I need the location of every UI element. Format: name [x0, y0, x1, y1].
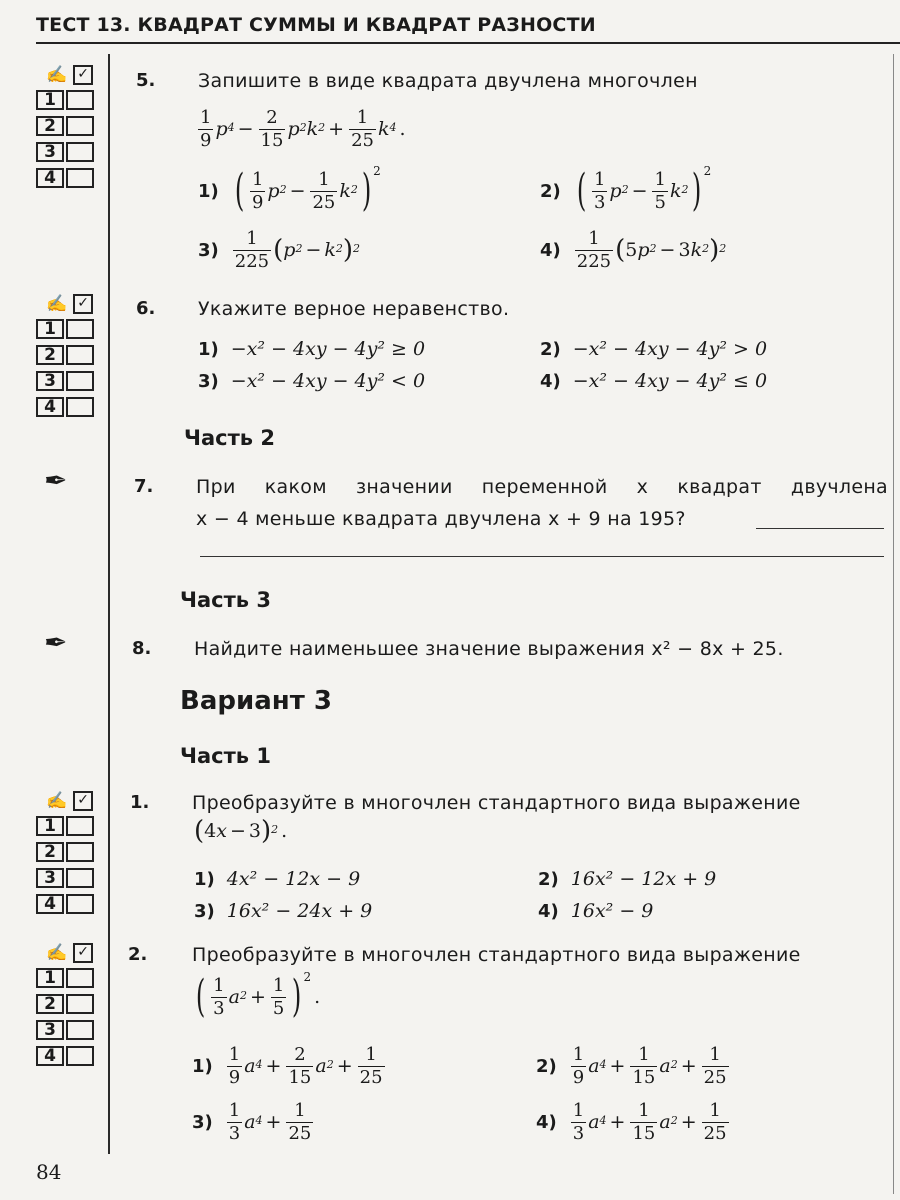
question-number: 7. [134, 476, 154, 497]
option-label: 4) [540, 370, 561, 392]
answer-checkbox[interactable] [66, 816, 94, 836]
right-border [893, 54, 894, 1194]
option-number-box: 2 [36, 994, 64, 1014]
fountain-pen-icon: ✒ [44, 464, 68, 497]
answer-line[interactable] [756, 528, 884, 529]
option-q6-2[interactable] [540, 338, 767, 360]
option-expression: 16x² − 9 [570, 900, 654, 922]
question-text: x − 4 меньше квадрата двучлена x + 9 на 195? [196, 508, 686, 530]
option-expression: 4x² − 12x − 9 [226, 868, 361, 890]
answer-checkbox[interactable] [66, 345, 94, 365]
option-number-box: 3 [36, 142, 64, 162]
option-v3q1-4[interactable] [538, 900, 653, 922]
option-label: 4) [538, 900, 559, 922]
pencil-icon: ✍ [46, 65, 68, 85]
pencil-icon: ✍ [46, 943, 68, 963]
option-v3q2-3[interactable]: 3) $\frac{1}{3}$ a $^4$ + $\frac{1}{25}$ [192, 1099, 312, 1144]
option-number-box: 1 [36, 90, 64, 110]
section-heading: Часть 2 [184, 426, 275, 450]
option-number-box: 1 [36, 968, 64, 988]
answer-checkbox[interactable] [66, 116, 94, 136]
answer-checkbox[interactable] [66, 168, 94, 188]
option-v3q2-4[interactable]: 4) $\frac{1}{3}$ a $^4$ + $\frac{1}{15}$ a $^2$ + $\frac{1}{25}$ [536, 1099, 727, 1144]
question-text: Запишите в виде квадрата двучлена многочлен [198, 70, 698, 92]
option-number-box: 3 [36, 371, 64, 391]
expression-to-expand: ( 4 x − 3 ) $^2$ . [194, 816, 288, 846]
fountain-pen-icon: ✒ [44, 626, 68, 659]
option-expression: −x² − 4xy − 4y² ≥ 0 [230, 338, 426, 360]
option-expression: 16x² − 24x + 9 [226, 900, 373, 922]
answer-checkbox[interactable] [66, 371, 94, 391]
option-q6-4[interactable] [540, 370, 767, 392]
option-v3q1-1[interactable] [194, 868, 360, 890]
question-number: 6. [136, 298, 156, 319]
answer-checkbox-group-q6 [36, 293, 104, 419]
option-number-box: 4 [36, 894, 64, 914]
polynomial-expression: $\frac{1}{9}$ p $^4$ − $\frac{2}{15}$ p $^2$ k $^2$ + $\frac{1}{25}$ k $^4$ . [200, 106, 406, 151]
answer-checkbox[interactable] [66, 142, 94, 162]
option-q5-2[interactable]: 2) ( $\frac{1}{3}$ p $^2$ − $\frac{1}{5}$ k $^2$ ) 2 [540, 164, 712, 216]
answer-checkbox[interactable] [66, 894, 94, 914]
option-q5-4[interactable]: 4) $\frac{1}{225}$ ( 5 p $^2$ − 3 k $^2$ ) $^2$ [540, 227, 727, 272]
checkmark-icon: ✓ [73, 791, 93, 811]
question-text: При каком значении переменной x квадрат двучлена [196, 476, 888, 498]
option-v3q2-1[interactable]: 1) $\frac{1}{9}$ a $^4$ + $\frac{2}{15}$ a $^2$ + $\frac{1}{25}$ [192, 1043, 383, 1088]
question-number: 2. [128, 944, 148, 965]
option-q5-1[interactable]: 1) ( $\frac{1}{9}$ p $^2$ − $\frac{1}{25}$ k $^2$ ) 2 [198, 164, 381, 216]
question-text: Укажите верное неравенство. [198, 298, 510, 320]
answer-checkbox[interactable] [66, 319, 94, 339]
option-v3q1-2[interactable] [538, 868, 716, 890]
question-number: 5. [136, 70, 156, 91]
margin-divider [108, 54, 110, 1154]
section-heading: Часть 1 [180, 744, 271, 768]
option-v3q2-2[interactable]: 2) $\frac{1}{9}$ a $^4$ + $\frac{1}{15}$ a $^2$ + $\frac{1}{25}$ [536, 1043, 727, 1088]
option-number-box: 4 [36, 1046, 64, 1066]
option-q6-1[interactable] [198, 338, 425, 360]
expression-to-expand: ( $\frac{1}{3}$ a $^2$ + $\frac{1}{5}$ ) 2 . [195, 970, 321, 1022]
option-expression: −x² − 4xy − 4y² > 0 [572, 338, 768, 360]
answer-checkbox-group-v3q2 [36, 942, 104, 1068]
question-text: Преобразуйте в многочлен стандартного вида выражение [192, 792, 801, 814]
option-number-box: 2 [36, 116, 64, 136]
option-number-box: 3 [36, 868, 64, 888]
page-number: 84 [36, 1160, 62, 1184]
page-header [36, 12, 900, 44]
option-number-box: 1 [36, 319, 64, 339]
answer-checkbox-group-v3q1 [36, 790, 104, 916]
pencil-icon: ✍ [46, 791, 68, 811]
option-v3q1-3[interactable] [194, 900, 372, 922]
question-number: 8. [132, 638, 152, 659]
answer-checkbox[interactable] [66, 868, 94, 888]
answer-checkbox[interactable] [66, 968, 94, 988]
option-number-box: 2 [36, 842, 64, 862]
question-text: Найдите наименьшее значение выражения x² − 8x + 25. [194, 638, 784, 660]
pencil-icon: ✍ [46, 294, 68, 314]
option-label: 1) [198, 338, 219, 360]
answer-checkbox[interactable] [66, 1046, 94, 1066]
variant-heading: Вариант 3 [180, 686, 332, 716]
option-number-box: 2 [36, 345, 64, 365]
checkmark-icon: ✓ [73, 65, 93, 85]
answer-checkbox[interactable] [66, 842, 94, 862]
answer-line[interactable] [200, 556, 884, 557]
option-number-box: 1 [36, 816, 64, 836]
option-label: 2) [540, 338, 561, 360]
option-number-box: 4 [36, 397, 64, 417]
option-number-box: 3 [36, 1020, 64, 1040]
option-q6-3[interactable] [198, 370, 425, 392]
option-expression: 16x² − 12x + 9 [570, 868, 717, 890]
option-expression: −x² − 4xy − 4y² < 0 [230, 370, 426, 392]
checkmark-icon: ✓ [73, 943, 93, 963]
option-number-box: 4 [36, 168, 64, 188]
section-heading: Часть 3 [180, 588, 271, 612]
answer-checkbox[interactable] [66, 1020, 94, 1040]
option-q5-3[interactable]: 3) $\frac{1}{225}$ ( p $^2$ − k $^2$ ) $^2$ [198, 227, 361, 272]
checkmark-icon: ✓ [73, 294, 93, 314]
option-label: 2) [538, 868, 559, 890]
answer-checkbox[interactable] [66, 90, 94, 110]
question-number: 1. [130, 792, 150, 813]
answer-checkbox[interactable] [66, 397, 94, 417]
option-label: 3) [194, 900, 215, 922]
option-expression: −x² − 4xy − 4y² ≤ 0 [572, 370, 768, 392]
answer-checkbox-group-q5 [36, 64, 104, 190]
option-label: 1) [194, 868, 215, 890]
answer-checkbox[interactable] [66, 994, 94, 1014]
question-text: Преобразуйте в многочлен стандартного вида выражение [192, 944, 801, 966]
option-label: 3) [198, 370, 219, 392]
page-header-title: ТЕСТ 13. КВАДРАТ СУММЫ И КВАДРАТ РАЗНОСТИ [36, 14, 596, 36]
